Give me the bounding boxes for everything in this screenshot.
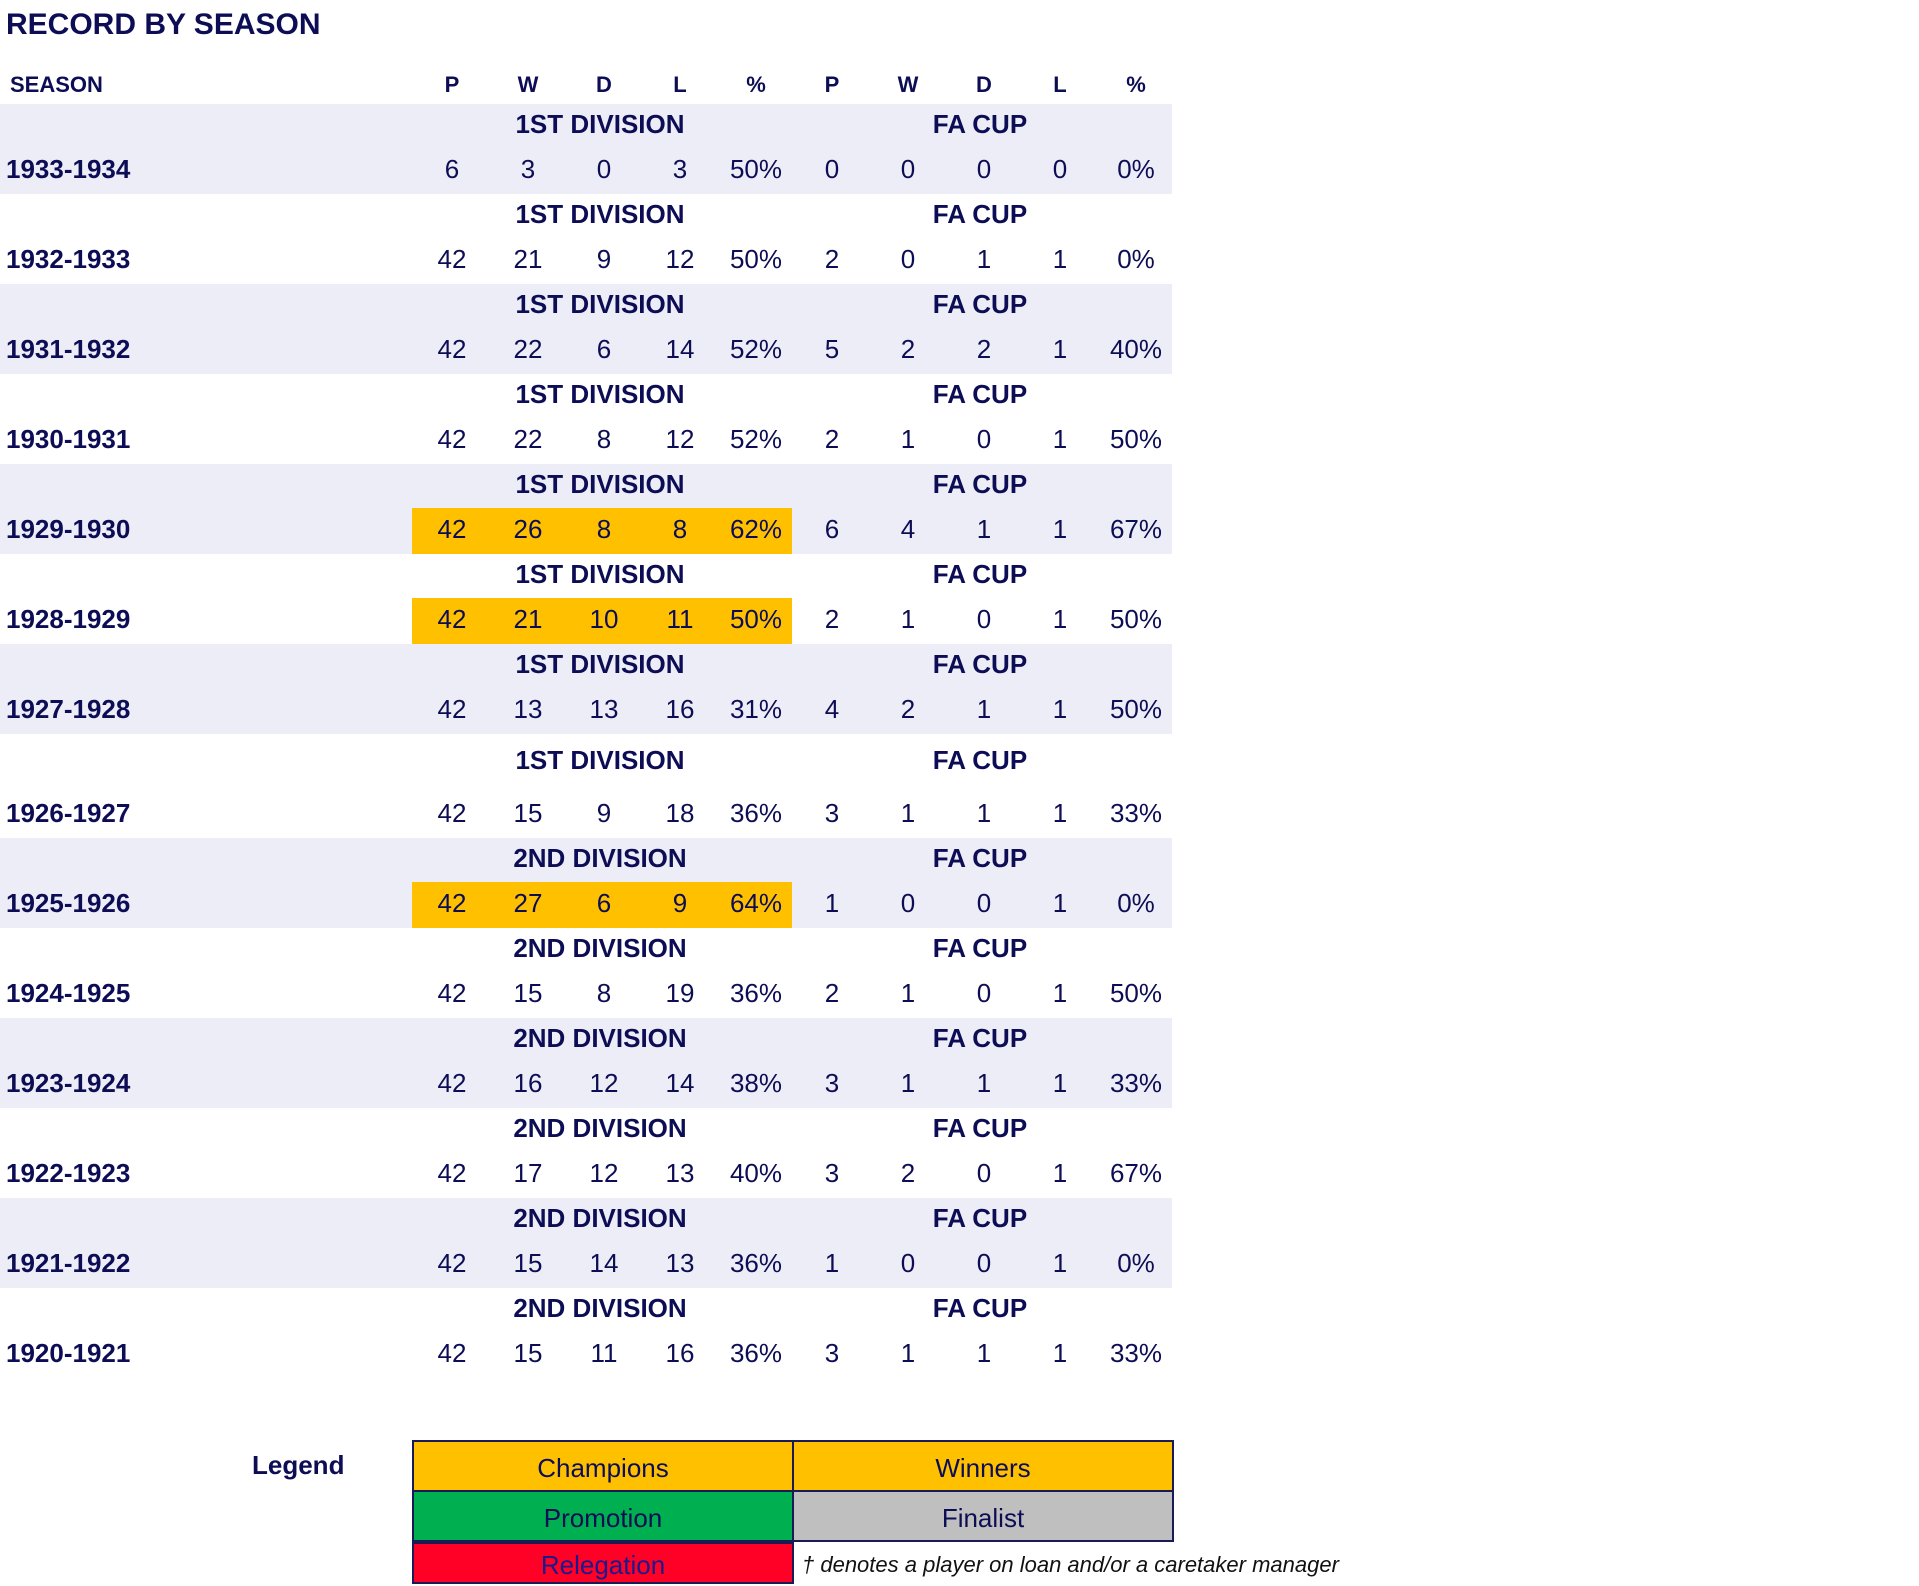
league-lost-cell: 13 [665,1248,695,1278]
league-percent-cell: 50% [729,244,783,274]
cup-drawn-header: D [976,72,992,97]
cup-lost-cell: 1 [1052,888,1068,918]
cup-won-cell: 1 [900,1068,916,1098]
league-name: 1ST DIVISION [515,559,685,589]
season-label: 1925-1926 [6,888,131,918]
season-label: 1921-1922 [6,1248,131,1278]
season-row [0,838,1172,928]
league-percent-cell: 36% [729,978,783,1008]
league-percent-cell: 36% [729,798,783,828]
cup-won-cell: 0 [900,154,916,184]
league-name: 2ND DIVISION [513,933,687,963]
cup-drawn-cell: 1 [976,514,992,544]
cup-name: FA CUP [932,1203,1028,1233]
cup-played-cell: 3 [824,1338,840,1368]
league-played-cell: 42 [437,334,467,364]
cup-percent-cell: 33% [1109,798,1163,828]
league-won-cell: 26 [513,514,543,544]
league-played-cell: 42 [437,1158,467,1188]
league-won-cell: 22 [513,334,543,364]
season-row [0,104,1172,194]
cup-percent-cell: 67% [1109,1158,1163,1188]
season-row [0,644,1172,734]
cup-lost-cell: 1 [1052,798,1068,828]
season-row [0,928,1172,1018]
league-played-header: P [444,72,460,97]
cup-lost-cell: 1 [1052,1158,1068,1188]
cup-percent-header: % [1126,72,1146,97]
league-won-cell: 21 [513,604,543,634]
cup-played-cell: 2 [824,244,840,274]
cup-name: FA CUP [932,559,1028,589]
season-label: 1923-1924 [6,1068,131,1098]
league-lost-cell: 12 [665,244,695,274]
league-drawn-cell: 0 [596,154,612,184]
season-row [0,554,1172,644]
league-drawn-cell: 12 [589,1068,619,1098]
cup-percent-cell: 50% [1109,424,1163,454]
cup-percent-cell: 50% [1109,694,1163,724]
cup-won-cell: 1 [900,604,916,634]
league-won-cell: 15 [513,798,543,828]
league-name: 1ST DIVISION [515,199,685,229]
league-won-header: W [517,72,539,97]
cup-lost-cell: 1 [1052,1248,1068,1278]
cup-played-cell: 2 [824,604,840,634]
season-row [0,1018,1172,1108]
league-won-cell: 15 [513,1248,543,1278]
cup-percent-cell: 33% [1109,1068,1163,1098]
cup-played-cell: 3 [824,1068,840,1098]
league-name: 1ST DIVISION [515,109,685,139]
cup-name: FA CUP [932,745,1028,775]
cup-won-cell: 0 [900,244,916,274]
league-name: 1ST DIVISION [515,379,685,409]
page-title: RECORD BY SEASON [6,8,321,41]
cup-lost-cell: 1 [1052,1068,1068,1098]
league-played-cell: 42 [437,1248,467,1278]
cup-lost-cell: 1 [1052,1338,1068,1368]
cup-drawn-cell: 1 [976,1338,992,1368]
cup-percent-cell: 50% [1109,978,1163,1008]
league-name: 1ST DIVISION [515,649,685,679]
league-percent-cell: 36% [729,1248,783,1278]
league-drawn-header: D [596,72,612,97]
league-percent-cell: 36% [729,1338,783,1368]
season-label: 1926-1927 [6,798,131,828]
cup-drawn-cell: 1 [976,694,992,724]
season-label: 1933-1934 [6,154,131,184]
season-label: 1927-1928 [6,694,131,724]
cup-won-cell: 1 [900,798,916,828]
league-percent-cell: 50% [729,604,783,634]
cup-drawn-cell: 0 [976,1158,992,1188]
league-played-cell: 42 [437,424,467,454]
league-lost-cell: 12 [665,424,695,454]
cup-lost-cell: 1 [1052,424,1068,454]
league-percent-cell: 31% [729,694,783,724]
cup-drawn-cell: 1 [976,1068,992,1098]
season-label: 1922-1923 [6,1158,131,1188]
cup-name: FA CUP [932,649,1028,679]
season-label: 1929-1930 [6,514,131,544]
cup-name: FA CUP [932,289,1028,319]
cup-drawn-cell: 0 [976,154,992,184]
legend-champions: Champions [412,1440,794,1492]
league-name: 2ND DIVISION [513,1023,687,1053]
cup-played-cell: 3 [824,1158,840,1188]
league-played-cell: 42 [437,888,467,918]
cup-percent-cell: 0% [1117,1248,1155,1278]
league-played-cell: 42 [437,798,467,828]
cup-name: FA CUP [932,379,1028,409]
cup-name: FA CUP [932,109,1028,139]
season-row [0,194,1172,284]
league-won-cell: 16 [513,1068,543,1098]
cup-played-cell: 2 [824,978,840,1008]
season-table [0,104,1172,1378]
cup-played-cell: 6 [824,514,840,544]
legend-note: † denotes a player on loan and/or a caretaker manager [802,1552,1339,1577]
cup-name: FA CUP [932,1293,1028,1323]
cup-name: FA CUP [932,1023,1028,1053]
cup-name: FA CUP [932,843,1028,873]
league-won-cell: 21 [513,244,543,274]
season-label: 1930-1931 [6,424,131,454]
season-row [0,464,1172,554]
league-won-cell: 15 [513,1338,543,1368]
league-lost-cell: 9 [672,888,688,918]
cup-percent-cell: 67% [1109,514,1163,544]
cup-lost-cell: 1 [1052,978,1068,1008]
league-name: 1ST DIVISION [515,745,685,775]
league-lost-cell: 16 [665,694,695,724]
cup-played-cell: 3 [824,798,840,828]
league-name: 1ST DIVISION [515,469,685,499]
legend-relegation: Relegation [412,1542,794,1584]
league-lost-cell: 18 [665,798,695,828]
league-drawn-cell: 8 [596,424,612,454]
cup-won-cell: 2 [900,334,916,364]
season-row [0,1108,1172,1198]
legend-finalist: Finalist [792,1490,1174,1542]
league-lost-cell: 3 [672,154,688,184]
cup-lost-cell: 0 [1052,154,1068,184]
cup-played-header: P [824,72,840,97]
cup-won-cell: 1 [900,424,916,454]
season-label: 1932-1933 [6,244,131,274]
season-label: 1924-1925 [6,978,131,1008]
legend-promotion: Promotion [412,1490,794,1542]
cup-percent-cell: 0% [1117,154,1155,184]
league-drawn-cell: 9 [596,798,612,828]
season-row [0,1288,1172,1378]
league-name: 2ND DIVISION [513,843,687,873]
cup-percent-cell: 40% [1109,334,1163,364]
league-percent-header: % [746,72,766,97]
cup-drawn-cell: 1 [976,244,992,274]
cup-won-cell: 2 [900,694,916,724]
season-column-header: SEASON [10,72,103,97]
cup-name: FA CUP [932,199,1028,229]
league-lost-cell: 19 [665,978,695,1008]
cup-percent-cell: 0% [1117,244,1155,274]
season-label: 1931-1932 [6,334,131,364]
season-row [0,374,1172,464]
league-played-cell: 6 [444,154,460,184]
cup-drawn-cell: 2 [976,334,992,364]
cup-played-cell: 0 [824,154,840,184]
cup-played-cell: 2 [824,424,840,454]
league-percent-cell: 62% [729,514,783,544]
season-label: 1928-1929 [6,604,131,634]
legend-label: Legend [252,1450,345,1480]
league-played-cell: 42 [437,604,467,634]
cup-played-cell: 5 [824,334,840,364]
cup-drawn-cell: 0 [976,978,992,1008]
season-row [0,734,1172,838]
cup-won-cell: 4 [900,514,916,544]
cup-played-cell: 4 [824,694,840,724]
cup-name: FA CUP [932,1113,1028,1143]
league-name: 2ND DIVISION [513,1203,687,1233]
league-name: 2ND DIVISION [513,1113,687,1143]
cup-won-cell: 2 [900,1158,916,1188]
league-drawn-cell: 13 [589,694,619,724]
league-percent-cell: 40% [729,1158,783,1188]
league-lost-cell: 11 [666,604,694,634]
cup-won-cell: 0 [900,1248,916,1278]
league-percent-cell: 52% [729,334,783,364]
league-name: 2ND DIVISION [513,1293,687,1323]
league-won-cell: 22 [513,424,543,454]
cup-drawn-cell: 1 [976,798,992,828]
league-won-cell: 27 [513,888,543,918]
cup-won-header: W [897,72,919,97]
league-lost-cell: 16 [665,1338,695,1368]
league-percent-cell: 52% [729,424,783,454]
league-played-cell: 42 [437,978,467,1008]
cup-percent-cell: 33% [1109,1338,1163,1368]
cup-won-cell: 1 [900,1338,916,1368]
cup-drawn-cell: 0 [976,888,992,918]
league-played-cell: 42 [437,1068,467,1098]
cup-percent-cell: 50% [1109,604,1163,634]
cup-drawn-cell: 0 [976,604,992,634]
cup-lost-cell: 1 [1052,334,1068,364]
cup-won-cell: 0 [900,888,916,918]
cup-name: FA CUP [932,469,1028,499]
cup-lost-cell: 1 [1052,604,1068,634]
league-percent-cell: 50% [729,154,783,184]
league-lost-cell: 14 [665,334,695,364]
cup-name: FA CUP [932,933,1028,963]
cup-lost-cell: 1 [1052,694,1068,724]
cup-drawn-cell: 0 [976,1248,992,1278]
league-drawn-cell: 6 [596,888,612,918]
league-name: 1ST DIVISION [515,289,685,319]
league-drawn-cell: 11 [590,1338,618,1368]
cup-lost-cell: 1 [1052,244,1068,274]
cup-played-cell: 1 [824,1248,840,1278]
league-drawn-cell: 8 [596,978,612,1008]
season-row [0,284,1172,374]
league-drawn-cell: 14 [589,1248,619,1278]
league-played-cell: 42 [437,514,467,544]
league-lost-cell: 14 [665,1068,695,1098]
league-played-cell: 42 [437,694,467,724]
league-drawn-cell: 9 [596,244,612,274]
league-won-cell: 13 [513,694,543,724]
legend-winners: Winners [792,1440,1174,1492]
league-percent-cell: 64% [729,888,783,918]
league-drawn-cell: 8 [596,514,612,544]
cup-played-cell: 1 [824,888,840,918]
league-won-cell: 15 [513,978,543,1008]
league-won-cell: 17 [513,1158,543,1188]
season-row [0,1198,1172,1288]
cup-won-cell: 1 [900,978,916,1008]
league-won-cell: 3 [520,154,536,184]
season-label: 1920-1921 [6,1338,131,1368]
league-lost-cell: 8 [672,514,688,544]
league-lost-cell: 13 [665,1158,695,1188]
league-lost-header: L [673,72,687,97]
league-percent-cell: 38% [729,1068,783,1098]
league-drawn-cell: 10 [589,604,619,634]
cup-drawn-cell: 0 [976,424,992,454]
league-drawn-cell: 6 [596,334,612,364]
cup-percent-cell: 0% [1117,888,1155,918]
league-drawn-cell: 12 [589,1158,619,1188]
league-played-cell: 42 [437,1338,467,1368]
league-played-cell: 42 [437,244,467,274]
cup-lost-cell: 1 [1052,514,1068,544]
cup-lost-header: L [1053,72,1067,97]
